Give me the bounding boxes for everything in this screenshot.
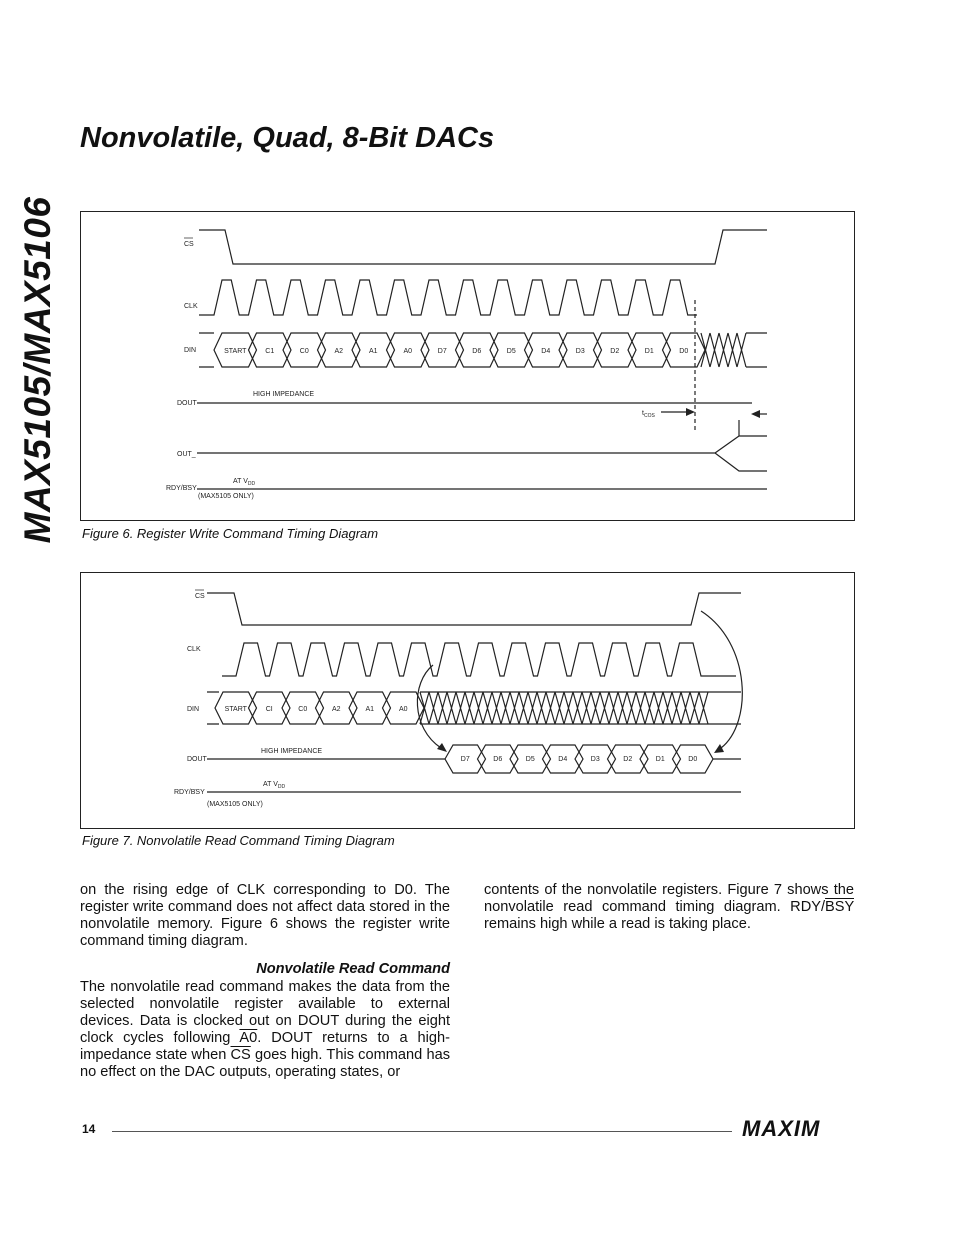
- fig6-bit-label: C1: [265, 348, 275, 355]
- body-right-column: [484, 882, 854, 944]
- page-title: Nonvolatile, Quad, 8-Bit DACs: [80, 122, 495, 154]
- fig7-din-bit-label: A1: [365, 706, 375, 713]
- fig6-din-tail: [746, 333, 767, 367]
- fig6-clk-wave: [199, 280, 697, 315]
- fig6-max5105-only: (MAX5105 ONLY): [198, 493, 254, 500]
- fig6-bit-label: D0: [679, 348, 689, 355]
- figure-7-caption: Figure 7. Nonvolatile Read Command Timing Diagram: [82, 833, 395, 848]
- fig7-dout-bit-label: D0: [688, 756, 698, 763]
- fig6-bit-label: D4: [541, 348, 551, 355]
- fig7-rdy-prefix: RDY/: [174, 789, 191, 796]
- fig6-tcos: [642, 410, 655, 419]
- body-right-paragraph-1: [484, 882, 854, 933]
- p2-text-b: . DOUT returns to a high-impedance state when: [80, 1030, 450, 1063]
- fig7-din-wave: [207, 692, 741, 724]
- figure-7: [80, 572, 855, 829]
- fig7-cs-label: CS: [195, 593, 205, 600]
- footer-rule: [112, 1131, 732, 1132]
- fig6-din-lead: [199, 333, 214, 367]
- fig7-rdy-bar: BSY: [190, 789, 205, 796]
- fig7-at-vdd-prefix: AT V: [263, 781, 278, 788]
- figure-6-diagram: [81, 212, 854, 520]
- maxim-logo: MAXIM: [742, 1116, 821, 1141]
- fig6-bit-label: D7: [437, 348, 447, 355]
- figure-6-caption: Figure 6. Register Write Command Timing Diagram: [82, 526, 379, 541]
- fig6-bit-label: A0: [403, 348, 413, 355]
- fig6-bit-label: D5: [506, 348, 516, 355]
- fig7-din-dontcare: [420, 692, 708, 724]
- p2-a0: A0: [239, 1030, 258, 1046]
- side-title: [8, 196, 68, 544]
- fig7-at-vdd: [263, 781, 286, 790]
- fig7-arrowhead-left: [437, 743, 447, 752]
- fig7-arc-right: [701, 611, 742, 748]
- fig7-din-bit-label: A2: [331, 706, 341, 713]
- fig6-dout-label: DOUT: [177, 400, 197, 407]
- fig7-dout-bit-label: D7: [460, 756, 470, 763]
- fig7-din-lead: [207, 692, 219, 724]
- fig6-din-label: DIN: [184, 347, 197, 354]
- fig6-rdy-bar: BSY: [182, 485, 197, 492]
- body-left-column: [80, 882, 450, 1092]
- rp1-bsy: $\overline{BSY}$: [825, 899, 854, 915]
- fig6-bit-label: D1: [644, 348, 654, 355]
- fig6-bit-label: C0: [299, 348, 309, 355]
- fig6-bit-label: A1: [368, 348, 378, 355]
- fig6-bit-label: D6: [472, 348, 482, 355]
- fig6-rdy-label: [166, 485, 197, 492]
- fig7-at-vdd-sub: DD: [277, 784, 286, 790]
- fig6-high-impedance: HIGH IMPEDANCE: [253, 391, 315, 398]
- fig7-dout-bit-label: D6: [493, 756, 503, 763]
- rp1-text-a: contents of the nonvolatile registers. Figure 7 shows the nonvolatile read command timing diagram. RDY/: [484, 882, 854, 915]
- fig6-clk-label: CLK: [184, 303, 198, 310]
- fig6-cs-label: CS: [184, 241, 194, 248]
- fig7-dout-bit-label: D3: [590, 756, 600, 763]
- fig6-bit-label: START: [224, 348, 247, 355]
- fig6-tcos-arrowhead-left: [686, 408, 695, 416]
- fig6-out-label: OUT_: [177, 451, 196, 458]
- fig7-din-bit-label: A0: [398, 706, 408, 713]
- fig7-dout-bit-label: D1: [655, 756, 665, 763]
- fig6-at-vdd: [233, 478, 256, 487]
- side-title-text: MAX5105/MAX5106: [17, 196, 58, 544]
- fig6-tcos-arrowhead-right: [751, 410, 760, 418]
- fig7-dout-label: DOUT: [187, 756, 207, 763]
- fig7-clk-label: CLK: [187, 646, 201, 653]
- section-heading: Nonvolatile Read Command: [256, 961, 450, 977]
- fig7-dout-bit-label: D5: [525, 756, 535, 763]
- fig7-max5105-only: (MAX5105 ONLY): [207, 801, 263, 808]
- fig6-din-dontcare: [701, 333, 746, 367]
- body-left-paragraph-1: on the rising edge of CLK corresponding to D0. The register write command does not affect data stored in the nonvolatile memory. Figure 6 shows the register write command timing diagram.: [80, 882, 450, 949]
- fig7-arrowhead-right: [714, 744, 724, 753]
- fig7-dout-bit-label: D2: [623, 756, 633, 763]
- fig7-cs-wave: [207, 593, 741, 625]
- fig6-cs-wave: [199, 230, 767, 264]
- fig7-high-impedance: HIGH IMPEDANCE: [261, 748, 323, 755]
- fig6-at-vdd-sub: DD: [247, 481, 256, 487]
- fig6-rdy-prefix: RDY/: [166, 485, 183, 492]
- fig6-bit-label: D2: [610, 348, 620, 355]
- fig7-rdy-label: [174, 789, 205, 796]
- fig7-arc-left: [417, 665, 441, 748]
- fig7-din-label: DIN: [187, 706, 200, 713]
- p2-text-a: The nonvolatile read command makes the data from the selected nonvolatile register available to external devices. Data is clocked out on DOUT during the eight clock cycles following: [80, 979, 450, 1046]
- fig6-at-vdd-prefix: AT V: [233, 478, 248, 485]
- fig6-bit-label: D3: [575, 348, 585, 355]
- fig7-din-bit-label: CI: [265, 706, 273, 713]
- fig6-tcos-prefix: t: [642, 410, 644, 417]
- fig6-tcos-sub: COS: [643, 413, 655, 419]
- figure-6: [80, 211, 855, 521]
- fig7-clk-wave: [222, 643, 736, 676]
- fig6-bit-label: A2: [334, 348, 344, 355]
- figure-7-diagram: [81, 573, 854, 828]
- rp1-text-b: remains high while a read is taking place.: [484, 916, 751, 932]
- page-number: 14: [82, 1122, 96, 1136]
- p2-cs: $\overline{CS}$: [230, 1047, 251, 1063]
- fig7-dout-bit-label: D4: [558, 756, 568, 763]
- fig6-out-wave: [197, 420, 767, 471]
- p2-text-c: goes high. This command has no effect on the DAC outputs, operating states, or: [80, 1047, 450, 1080]
- fig7-din-bit-label: START: [224, 706, 247, 713]
- fig7-din-bit-label: C0: [298, 706, 308, 713]
- body-left-paragraph-2: [80, 979, 450, 1081]
